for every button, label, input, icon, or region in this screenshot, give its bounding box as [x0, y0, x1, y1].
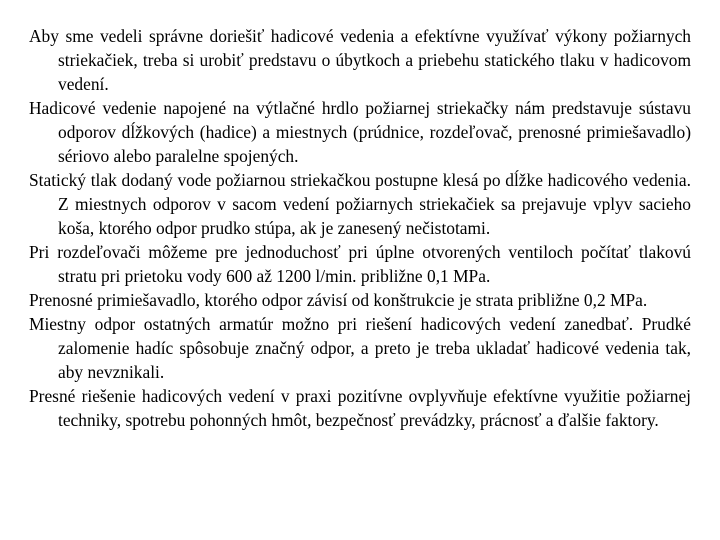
paragraph-local-resistance: Miestny odpor ostatných armatúr možno pri riešení hadicových vedení zanedbať. Prudké zalomenie hadíc spôsobuje značný odpor, a preto je treba ukladať hadicové vedenia tak, aby nevznikali. — [29, 314, 691, 382]
paragraph-mixer-loss: Prenosné primiešavadlo, ktorého odpor závisí od konštrukcie je strata približne 0,2 MPa. — [29, 290, 648, 310]
paragraph-static-pressure-intro: Aby sme vedeli správne doriešiť hadicové vedenia a efektívne využívať výkony požiarnych striekačiek, treba si urobiť predstavu o úbytkoch a priebehu statického tlaku v hadicovom vedení. — [29, 26, 691, 94]
paragraph-pressure-drop-suction: Statický tlak dodaný vode požiarnou striekačkou postupne klesá po dĺžke hadicového vedenia. Z miestnych odporov v sacom vedení požiarnych striekačiek sa prejavuje vplyv sacieho koša, ktorého odpor prudko stúpa, ak je zanesený nečistotami. — [29, 170, 691, 238]
document-body — [29, 24, 691, 432]
paragraph-conclusion: Presné riešenie hadicových vedení v praxi pozitívne ovplyvňuje efektívne využitie požiarnej techniky, spotrebu pohonných hmôt, bezpečnosť prevádzky, prácnosť a ďalšie faktory. — [29, 386, 691, 430]
paragraph-hose-resistance-system: Hadicové vedenie napojené na výtlačné hrdlo požiarnej striekačky nám predstavuje sústavu odporov dĺžkových (hadice) a miestnych (prúdnice, rozdeľovač, prenosné primiešavadlo) sériovo alebo paralelne spojených. — [29, 98, 691, 166]
paragraph-distributor-loss: Pri rozdeľovači môžeme pre jednoduchosť pri úplne otvorených ventiloch počítať tlakovú stratu pri prietoku vody 600 až 1200 l/min. približne 0,1 MPa. — [29, 242, 691, 286]
